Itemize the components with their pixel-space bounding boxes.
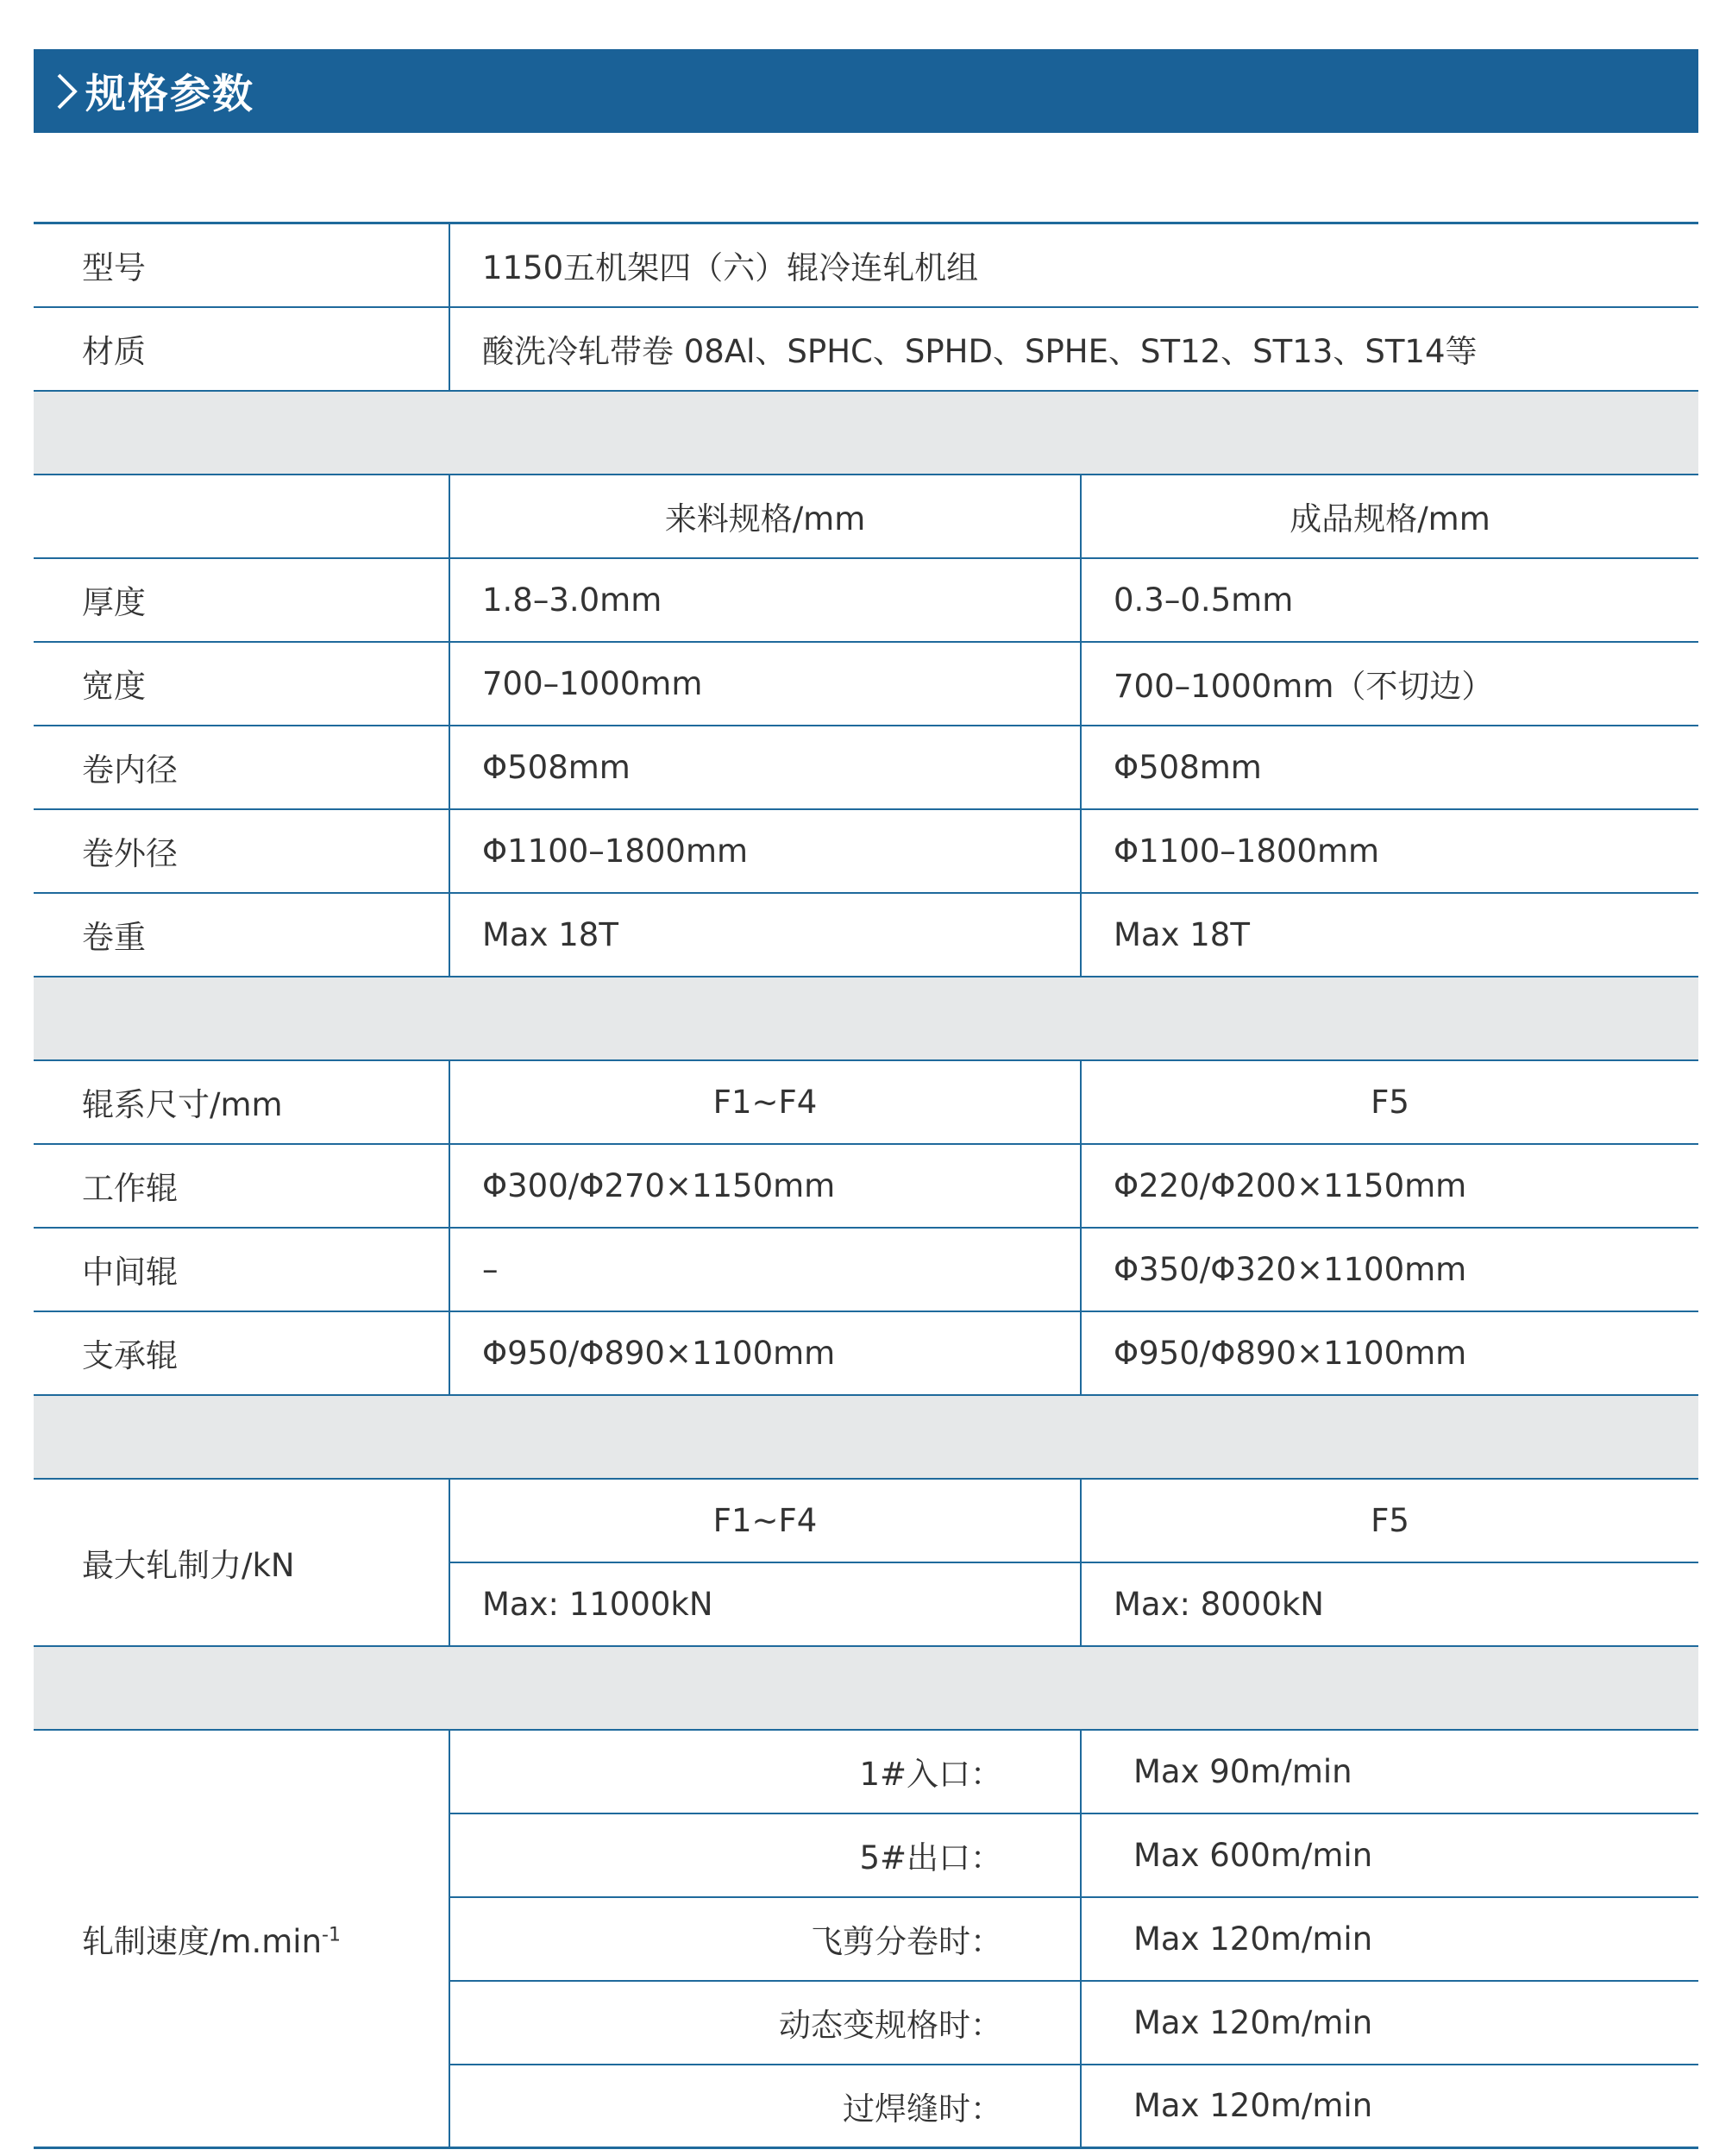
row-label: 支承辊	[34, 1311, 449, 1395]
header-f1-f4: F1~F4	[449, 1060, 1081, 1144]
f1-f4-value: Φ300/Φ270×1150mm	[449, 1144, 1081, 1228]
f1-f4-value: Φ950/Φ890×1100mm	[449, 1311, 1081, 1395]
row-label: 工作辊	[34, 1144, 449, 1228]
row-label: 卷内径	[34, 726, 449, 809]
speed-name: 飞剪分卷时：	[449, 1897, 1081, 1981]
row-label-material: 材质	[34, 307, 449, 391]
finished-value: Φ1100–1800mm	[1081, 809, 1698, 893]
f1-f4-value: –	[449, 1228, 1081, 1311]
separator-row	[34, 1395, 1698, 1479]
f5-value: Φ220/Φ200×1150mm	[1081, 1144, 1698, 1228]
incoming-value: Φ508mm	[449, 726, 1081, 809]
table-row	[34, 1060, 1698, 1144]
table-row	[34, 1228, 1698, 1311]
separator-row	[34, 977, 1698, 1060]
finished-value: 700–1000mm（不切边）	[1081, 642, 1698, 726]
section-title: 规格参数	[85, 71, 254, 118]
section-header	[34, 49, 1698, 133]
table-row	[34, 223, 1698, 307]
max-force-label: 最大轧制力/kN	[34, 1479, 449, 1646]
table-row	[34, 1479, 1698, 1562]
incoming-value: Φ1100–1800mm	[449, 809, 1081, 893]
header-f5: F5	[1081, 1060, 1698, 1144]
material-value: 酸洗冷轧带卷 08Al、SPHC、SPHD、SPHE、ST12、ST13、ST14等	[449, 307, 1698, 391]
incoming-value: Max 18T	[449, 893, 1081, 977]
spec-table	[34, 222, 1698, 2149]
empty-cell	[34, 475, 449, 558]
speed-value: Max 600m/min	[1081, 1813, 1698, 1897]
table-row	[34, 893, 1698, 977]
finished-value: Φ508mm	[1081, 726, 1698, 809]
speed-name: 1#入口：	[449, 1730, 1081, 1813]
separator-row	[34, 1646, 1698, 1730]
header-f5: F5	[1081, 1479, 1698, 1562]
table-row	[34, 1730, 1698, 1813]
speed-value: Max 90m/min	[1081, 1730, 1698, 1813]
speed-name: 动态变规格时：	[449, 1981, 1081, 2065]
finished-value: Max 18T	[1081, 893, 1698, 977]
table-row	[34, 1311, 1698, 1395]
header-incoming: 来料规格/mm	[449, 475, 1081, 558]
incoming-value: 700–1000mm	[449, 642, 1081, 726]
finished-value: 0.3–0.5mm	[1081, 558, 1698, 642]
header-f1-f4: F1~F4	[449, 1479, 1081, 1562]
model-value: 1150五机架四（六）辊冷连轧机组	[449, 223, 1698, 307]
row-label: 宽度	[34, 642, 449, 726]
row-label: 卷外径	[34, 809, 449, 893]
table-row	[34, 307, 1698, 391]
speed-value: Max 120m/min	[1081, 1897, 1698, 1981]
roll-size-label: 辊系尺寸/mm	[34, 1060, 449, 1144]
chevron-right-icon	[34, 49, 85, 133]
speed-value: Max 120m/min	[1081, 1981, 1698, 2065]
table-row	[34, 558, 1698, 642]
row-label-model: 型号	[34, 223, 449, 307]
rolling-speed-label-text: 轧制速度/m.min	[82, 1922, 323, 1960]
speed-name: 5#出口：	[449, 1813, 1081, 1897]
f5-force-value: Max: 8000kN	[1081, 1562, 1698, 1646]
table-row	[34, 809, 1698, 893]
speed-name: 过焊缝时：	[449, 2065, 1081, 2148]
table-row	[34, 726, 1698, 809]
f5-value: Φ350/Φ320×1100mm	[1081, 1228, 1698, 1311]
row-label: 中间辊	[34, 1228, 449, 1311]
rolling-speed-label-sup: -1	[322, 1924, 341, 1946]
speed-value: Max 120m/min	[1081, 2065, 1698, 2148]
row-label: 卷重	[34, 893, 449, 977]
f5-value: Φ950/Φ890×1100mm	[1081, 1311, 1698, 1395]
table-row	[34, 642, 1698, 726]
table-row	[34, 475, 1698, 558]
f1-f4-force-value: Max: 11000kN	[449, 1562, 1081, 1646]
rolling-speed-label	[34, 1730, 449, 2148]
incoming-value: 1.8–3.0mm	[449, 558, 1081, 642]
separator-row	[34, 391, 1698, 475]
header-finished: 成品规格/mm	[1081, 475, 1698, 558]
table-row	[34, 1144, 1698, 1228]
row-label: 厚度	[34, 558, 449, 642]
